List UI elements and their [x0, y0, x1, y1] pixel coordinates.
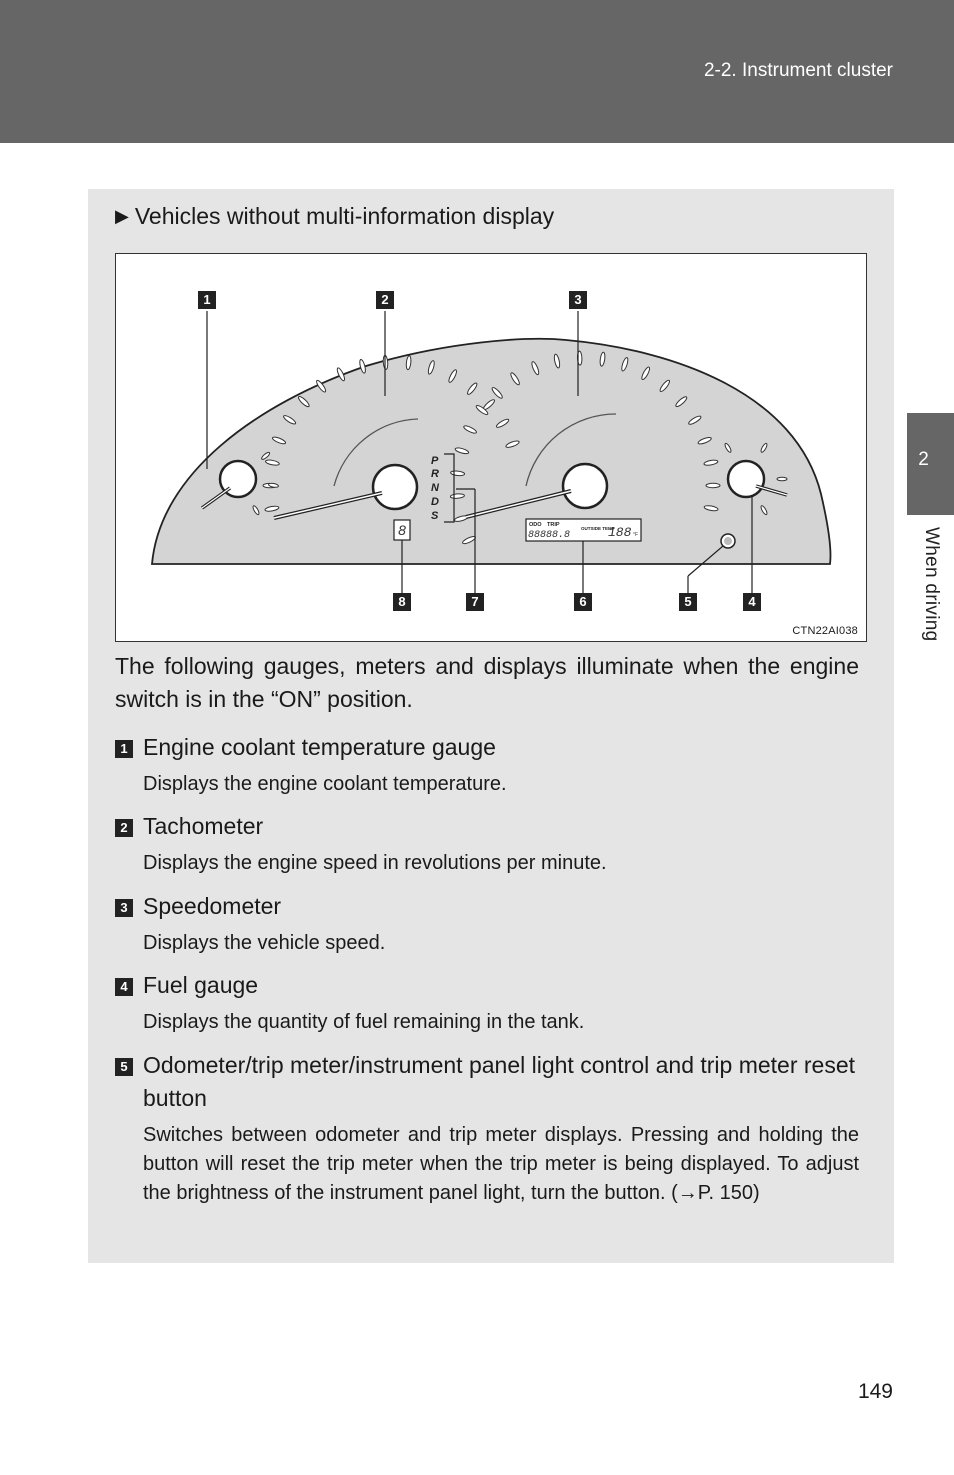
- item-2-description: Displays the engine speed in revolutions per minute.: [143, 852, 607, 874]
- chapter-tab: [907, 413, 954, 515]
- item-2-heading: [115, 810, 859, 843]
- item-4-number: 4: [115, 978, 133, 996]
- callout-6: 6: [574, 593, 592, 611]
- page-header: [0, 0, 954, 143]
- item-4-description: Displays the quantity of fuel remaining in the tank.: [143, 1011, 585, 1033]
- page-number: 149: [857, 1380, 893, 1403]
- item-1-title: Engine coolant temperature gauge: [143, 734, 496, 760]
- item-5-heading: [115, 1049, 859, 1115]
- callout-4: 4: [743, 593, 761, 611]
- gear-letter-n: N: [431, 482, 439, 494]
- odo-label: ODO: [529, 522, 542, 528]
- speedometer-tick: [706, 483, 720, 487]
- chapter-number: 2: [918, 449, 929, 470]
- gear-letter-s: S: [431, 510, 439, 522]
- temp-digits: 188: [608, 525, 632, 540]
- item-5-description: Switches between odometer and trip meter displays. Pressing and holding the button will reset the trip meter when the trip meter is being displayed. To adjust the brightness of the instrument panel light, turn the button. (→P. 150): [143, 1124, 859, 1204]
- odo-digits: 88888.8: [528, 530, 571, 541]
- item-3-title: Speedometer: [143, 893, 282, 919]
- intro-paragraph: The following gauges, meters and displays illuminate when the engine switch is in the “ON” position.: [115, 653, 859, 712]
- instrument-cluster-figure: [115, 253, 867, 642]
- item-2-number: 2: [115, 819, 133, 837]
- callout-2: 2: [376, 291, 394, 309]
- gear-digit: 8: [398, 522, 406, 538]
- triangle-icon: ▶: [115, 206, 129, 226]
- item-2-title: Tachometer: [143, 813, 264, 839]
- chapter-label: When driving: [921, 527, 942, 642]
- figure-code: CTN22AI038: [792, 625, 858, 637]
- item-3-number: 3: [115, 899, 133, 917]
- instrument-cluster-illustration: [116, 254, 868, 643]
- trip-label: TRIP: [547, 522, 560, 528]
- outside-temp-label: OUTSIDE TEMP: [581, 526, 615, 531]
- gear-letter-d: D: [431, 496, 439, 508]
- subheading-text: Vehicles without multi-information display: [134, 203, 555, 229]
- gear-letter-p: P: [431, 455, 439, 467]
- callout-5: 5: [679, 593, 697, 611]
- item-1-description: Displays the engine coolant temperature.: [143, 773, 507, 795]
- fuel-tick: [777, 477, 787, 481]
- item-3-description: Displays the vehicle speed.: [143, 932, 386, 954]
- subheading: [115, 203, 554, 230]
- item-3-heading: [115, 890, 859, 923]
- item-5-number: 5: [115, 1058, 133, 1076]
- item-1-heading: [115, 731, 859, 764]
- item-4-heading: [115, 969, 859, 1002]
- temp-unit: °F: [633, 532, 639, 538]
- item-5-title: Odometer/trip meter/instrument panel light control and trip meter reset button: [143, 1052, 856, 1111]
- callout-7: 7: [466, 593, 484, 611]
- item-1-number: 1: [115, 740, 133, 758]
- callout-3: 3: [569, 291, 587, 309]
- item-4-title: Fuel gauge: [143, 972, 259, 998]
- callout-1: 1: [198, 291, 216, 309]
- gear-letter-r: R: [431, 468, 439, 480]
- section-title: 2-2. Instrument cluster: [703, 60, 893, 81]
- callout-8: 8: [393, 593, 411, 611]
